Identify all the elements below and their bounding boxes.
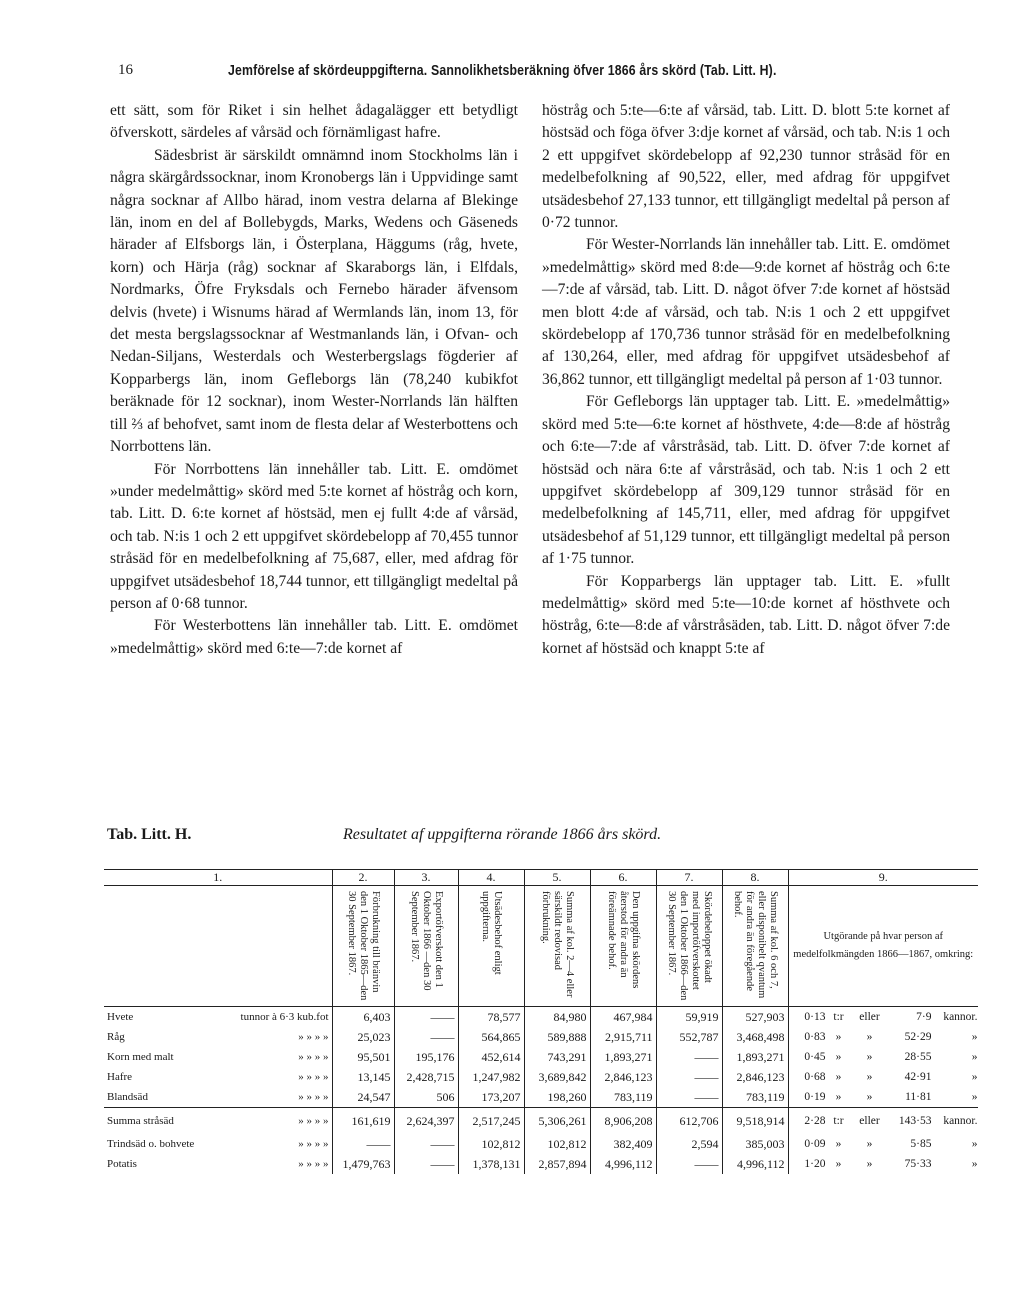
- col-number: 5.: [524, 870, 590, 886]
- right-text-column: [542, 100, 950, 660]
- header-col-5: [524, 886, 590, 1007]
- crop-name: Trindsäd o. bohvete: [107, 1138, 195, 1150]
- cell-c4: 2,517,245: [458, 1108, 524, 1135]
- per-person-part: 0·19: [804, 1091, 826, 1103]
- per-person-part: t:r: [833, 1011, 844, 1023]
- unit-text: » » » »: [298, 1091, 329, 1103]
- column-number-row: [104, 870, 978, 886]
- cell-c4: 1,378,131: [458, 1154, 524, 1174]
- table-caption: [107, 826, 957, 850]
- unit-text: » » » »: [298, 1071, 329, 1083]
- cell-c5: 102,812: [524, 1134, 590, 1154]
- per-person-part: 0·68: [804, 1071, 826, 1083]
- per-person-part: »: [866, 1091, 873, 1103]
- cell-c8: 2,846,123: [722, 1067, 788, 1087]
- cell-c2: 161,619: [332, 1108, 394, 1135]
- cell-c2: 95,501: [332, 1047, 394, 1067]
- col-number: 2.: [332, 870, 394, 886]
- row-label: [104, 1154, 332, 1174]
- row-label: [104, 1087, 332, 1108]
- header-col-6: [590, 886, 656, 1007]
- unit-text: » » » »: [298, 1138, 329, 1150]
- cell-c5: 2,857,894: [524, 1154, 590, 1174]
- cell-c5: 589,888: [524, 1027, 590, 1047]
- per-person-part: 143·53: [898, 1115, 932, 1127]
- per-person-part: 7·9: [916, 1011, 932, 1023]
- per-person-part: »: [835, 1158, 842, 1170]
- cell-c8: 385,003: [722, 1134, 788, 1154]
- per-person-part: 42·91: [904, 1071, 932, 1083]
- per-person-part: »: [866, 1138, 873, 1150]
- per-person-part: 0·45: [804, 1051, 826, 1063]
- per-person-part: 0·83: [804, 1031, 826, 1043]
- cell-c8: 3,468,498: [722, 1027, 788, 1047]
- per-person-part: eller: [859, 1011, 880, 1023]
- header-text: Exportöfverskott den 1 Oktober 1866 —den 30 September 1867.: [409, 891, 444, 991]
- page-header: [118, 62, 948, 86]
- table-row: [104, 1154, 978, 1174]
- per-person-part: »: [866, 1051, 873, 1063]
- cell-c4: 173,207: [458, 1087, 524, 1108]
- cell-c7: 59,919: [656, 1007, 722, 1028]
- cell-c4: 102,812: [458, 1134, 524, 1154]
- per-person-part: 75·33: [904, 1158, 932, 1170]
- per-person-cell: [788, 1108, 978, 1135]
- per-person-part: t:r: [833, 1115, 844, 1127]
- per-person-part: 0·13: [804, 1011, 826, 1023]
- harvest-table: [104, 869, 978, 1174]
- per-person-part: »: [971, 1138, 978, 1150]
- header-text: Utgörande på hvar person af medelfolkmängden 1866—1867, omkring:: [793, 931, 974, 960]
- paragraph: För Westerbottens län innehåller tab. Litt. E. omdömet »medelmåttig» skörd med 6:te—7:de kornet af: [110, 617, 518, 657]
- cell-c2: 24,547: [332, 1087, 394, 1108]
- unit-text: tunnor à 6·3 kub.fot: [240, 1011, 329, 1023]
- col-number: 7.: [656, 870, 722, 886]
- header-text: Förbrukning till bränvin den 1 Oktober 1865—den 30 September 1867.: [346, 891, 381, 1001]
- per-person-cell: [788, 1134, 978, 1154]
- cell-c7: ——: [656, 1067, 722, 1087]
- cell-c3: ——: [394, 1007, 458, 1028]
- per-person-cell: [788, 1027, 978, 1047]
- per-person-part: eller: [859, 1115, 880, 1127]
- header-col-7: [656, 886, 722, 1007]
- col-number: 3.: [394, 870, 458, 886]
- cell-c6: 2,915,711: [590, 1027, 656, 1047]
- column-header-row: [104, 886, 978, 1007]
- table-row: [104, 1007, 978, 1028]
- table-row: [104, 1087, 978, 1108]
- cell-c3: 506: [394, 1087, 458, 1108]
- cell-c3: ——: [394, 1027, 458, 1047]
- header-text: Summa af kol. 6 och 7, eller disponibelt qvantum för andra än föregående behof.: [732, 891, 779, 999]
- header-text: Utsädesbehof enligt uppgifterna.: [480, 891, 503, 975]
- table-row: [104, 1134, 978, 1154]
- per-person-part: »: [866, 1071, 873, 1083]
- cell-c6: 467,984: [590, 1007, 656, 1028]
- cell-c5: 84,980: [524, 1007, 590, 1028]
- crop-name: Hvete: [107, 1011, 134, 1023]
- per-person-cell: [788, 1087, 978, 1108]
- per-person-cell: [788, 1047, 978, 1067]
- per-person-part: 5·85: [910, 1138, 932, 1150]
- paragraph: höstråg och 5:te—6:te af vårsäd, tab. Litt. D. blott 5:te kornet af höstsäd och föga öfver 3:dje kornet af vårsäd, och tab. N:is 1 och 2 ett uppgifvet skördebelopp af 92,230 tunnor stråsäd för en medelbefolkning af 90,522, eller, med afdrag för uppgifvet utsädesbehof 27,133 tunnor, ett tillgängligt medeltal på person af 0·72 tunnor.: [542, 102, 950, 232]
- row-label: [104, 1067, 332, 1087]
- crop-name: Summa stråsäd: [107, 1115, 174, 1127]
- per-person-part: 28·55: [904, 1051, 932, 1063]
- cell-c3: ——: [394, 1154, 458, 1174]
- cell-c3: ——: [394, 1134, 458, 1154]
- header-text: Skördebeloppet ökadt med importöfverskottet den 1 Oktober 1866—den 30 September 1867.: [666, 891, 713, 1001]
- col-number: 6.: [590, 870, 656, 886]
- header-col-8: [722, 886, 788, 1007]
- crop-name: Potatis: [107, 1158, 137, 1170]
- cell-c7: 552,787: [656, 1027, 722, 1047]
- cell-c4: 78,577: [458, 1007, 524, 1028]
- cell-c6: 1,893,271: [590, 1047, 656, 1067]
- per-person-part: kannor.: [943, 1115, 978, 1127]
- row-label: [104, 1007, 332, 1028]
- unit-text: » » » »: [298, 1158, 329, 1170]
- col-number: 4.: [458, 870, 524, 886]
- cell-c2: 25,023: [332, 1027, 394, 1047]
- cell-c3: 2,428,715: [394, 1067, 458, 1087]
- cell-c6: 2,846,123: [590, 1067, 656, 1087]
- per-person-part: »: [866, 1031, 873, 1043]
- cell-c7: 612,706: [656, 1108, 722, 1135]
- row-label: [104, 1047, 332, 1067]
- unit-text: » » » »: [298, 1031, 329, 1043]
- per-person-part: 2·28: [804, 1115, 826, 1127]
- cell-c4: 1,247,982: [458, 1067, 524, 1087]
- per-person-cell: [788, 1007, 978, 1028]
- per-person-part: »: [971, 1031, 978, 1043]
- cell-c7: ——: [656, 1087, 722, 1108]
- table-row: [104, 1067, 978, 1087]
- paragraph: För Kopparbergs län upptager tab. Litt. E. »fullt medelmåttig» skörd med 5:te—10:de kornet af hösthvete och höstråg, 6:te—8:de af vårstråsäden, tab. Litt. D. något öfver 7:de kornet af höstsäd och knappt 5:te af: [542, 572, 950, 657]
- per-person-part: »: [835, 1051, 842, 1063]
- cell-c8: 1,893,271: [722, 1047, 788, 1067]
- per-person-part: »: [835, 1031, 842, 1043]
- table-row: [104, 1047, 978, 1067]
- per-person-part: kannor.: [943, 1011, 978, 1023]
- cell-c2: ——: [332, 1134, 394, 1154]
- per-person-part: »: [971, 1091, 978, 1103]
- unit-text: » » » »: [298, 1051, 329, 1063]
- table-label: Tab. Litt. H.: [107, 826, 192, 843]
- cell-c2: 1,479,763: [332, 1154, 394, 1174]
- paragraph: Sädesbrist är särskildt omnämnd inom Stockholms län i några skärgårdssocknar, inom Kronobergs län i Uppvidinge samt några socknar af Allbo härad, inom vestra delarna af Blekinge län, inom en del af Bollebygds, Marks, Wedens och Gäseneds härader af Elfsborgs län, i Österplana, Häggums (råg, hvete, korn) och Härja (råg) socknar af Skaraborgs län, i Elfdals, Nordmarks, Öfre Fryksdals och Fernebo härader äfvensom delvis (hvete) i Wisnums härad af Wermlands län, inom 13, för det mesta bergslagssocknar af Westmanlands län, i Ofvan- och Nedan-Siljans, Westerdals och Westerbergslags fögderier af Kopparbergs län, inom Gefleborgs län (78,240 kubikfot beräknade för 12 socknar), inom Wester-Norrlands län hälften till ⅔ af behofvet, samt inom de flesta delar af Westerbottens och Norrbottens län.: [110, 146, 518, 456]
- per-person-part: 0·09: [804, 1138, 826, 1150]
- cell-c8: 4,996,112: [722, 1154, 788, 1174]
- paragraph: För Norrbottens län innehåller tab. Litt. E. omdömet »under medelmåttig» skörd med 5:te kornet af höstråg och korn, tab. Litt. D. 6:te kornet af höstsäd, men ej fullt 4:de af vårsäd, och tab. N:is 1 och 2 ett uppgifvet skördebelopp af 70,455 tunnor stråsäd för en medelbefolkning af 75,687, eller, med afdrag för uppgifvet utsädesbehof 18,744 tunnor, ett tillgängligt medeltal på person af 0·68 tunnor.: [110, 460, 518, 612]
- crop-name: Blandsäd: [107, 1091, 148, 1103]
- per-person-part: »: [835, 1138, 842, 1150]
- per-person-part: »: [971, 1051, 978, 1063]
- per-person-part: 1·20: [804, 1158, 826, 1170]
- table-row: [104, 1027, 978, 1047]
- cell-c8: 9,518,914: [722, 1108, 788, 1135]
- col-number: 1.: [104, 870, 332, 886]
- per-person-part: »: [971, 1158, 978, 1170]
- header-col-3: [394, 886, 458, 1007]
- cell-c7: 2,594: [656, 1134, 722, 1154]
- cell-c3: 2,624,397: [394, 1108, 458, 1135]
- crop-name: Hafre: [107, 1071, 133, 1083]
- header-col-2: [332, 886, 394, 1007]
- cell-c7: ——: [656, 1154, 722, 1174]
- header-col-4: [458, 886, 524, 1007]
- unit-text: » » » »: [298, 1115, 329, 1127]
- cell-c5: 198,260: [524, 1087, 590, 1108]
- cell-c6: 382,409: [590, 1134, 656, 1154]
- per-person-part: »: [971, 1071, 978, 1083]
- cell-c2: 6,403: [332, 1007, 394, 1028]
- per-person-part: »: [835, 1091, 842, 1103]
- per-person-part: 11·81: [905, 1091, 932, 1103]
- header-text: Summa af kol. 2—4 eller särskildt redovisad förbrukning.: [540, 891, 575, 998]
- per-person-cell: [788, 1067, 978, 1087]
- col-number: 8.: [722, 870, 788, 886]
- cell-c2: 13,145: [332, 1067, 394, 1087]
- table-body: [104, 1007, 978, 1175]
- table-title: Resultatet af uppgifterna rörande 1866 års skörd.: [343, 826, 662, 843]
- page-number: 16: [118, 62, 133, 78]
- header-col-9: [788, 886, 978, 1007]
- per-person-part: »: [835, 1071, 842, 1083]
- crop-name: Korn med malt: [107, 1051, 174, 1063]
- table-row: [104, 1108, 978, 1135]
- row-label: [104, 1108, 332, 1135]
- running-title: Jemförelse af skördeuppgifterna. Sannolikhetsberäkning öfver 1866 års skörd (Tab. Litt. H).: [228, 62, 777, 79]
- cell-c8: 783,119: [722, 1087, 788, 1108]
- paragraph: ett sätt, som för Riket i sin helhet ådagalägger ett betydligt öfverskott, särdeles af vårsäd och förnämligast hafre.: [110, 102, 518, 142]
- paragraph: För Gefleborgs län upptager tab. Litt. E. »medelmåttig» skörd med 5:te—6:te kornet af hösthvete, 4:de—8:de af höstråg och 6:te—7:de af vårstråsäd, tab. Litt. D. öfver 7:de kornet af höstsäd och nära 6:te af vårstråsäd, och tab. N:is 1 och 2 ett uppgifvet skördebelopp af 309,129 tunnor stråsäd för en medelbefolkning af 145,711, eller, med afdrag för uppgifvet utsädesbehof af 51,129 tunnor, ett tillgängligt medeltal på person af 1·75 tunnor.: [542, 393, 950, 568]
- cell-c5: 5,306,261: [524, 1108, 590, 1135]
- cell-c4: 564,865: [458, 1027, 524, 1047]
- cell-c5: 743,291: [524, 1047, 590, 1067]
- per-person-part: 52·29: [904, 1031, 932, 1043]
- header-text: Den uppgifna skördens återstod för andra än föreämnade behof.: [606, 891, 641, 989]
- cell-c7: ——: [656, 1047, 722, 1067]
- cell-c6: 783,119: [590, 1087, 656, 1108]
- cell-c8: 527,903: [722, 1007, 788, 1028]
- row-label: [104, 1134, 332, 1154]
- col-number: 9.: [788, 870, 978, 886]
- cell-c4: 452,614: [458, 1047, 524, 1067]
- crop-name: Råg: [107, 1031, 125, 1043]
- cell-c5: 3,689,842: [524, 1067, 590, 1087]
- row-label: [104, 1027, 332, 1047]
- paragraph: För Wester-Norrlands län innehåller tab. Litt. E. omdömet »medelmåttig» skörd med 8:de—9:de kornet af höstråg och 6:te—7:de af vårsäd, tab. Litt. D. något öfver 7:de kornet af höstsäd men blott 4:de af vårsäd, och tab. N:is 1 och 2 ett uppgifvet skördebelopp af 170,736 tunnor stråsäd för en medelbefolkning af 130,264, eller, med afdrag för uppgifvet utsädesbehof af 36,862 tunnor, ett tillgängligt medeltal på person af 1·03 tunnor.: [542, 236, 950, 388]
- cell-c6: 4,996,112: [590, 1154, 656, 1174]
- cell-c3: 195,176: [394, 1047, 458, 1067]
- per-person-cell: [788, 1154, 978, 1174]
- header-blank: [104, 886, 332, 1007]
- left-text-column: [110, 100, 518, 660]
- cell-c6: 8,906,208: [590, 1108, 656, 1135]
- per-person-part: »: [866, 1158, 873, 1170]
